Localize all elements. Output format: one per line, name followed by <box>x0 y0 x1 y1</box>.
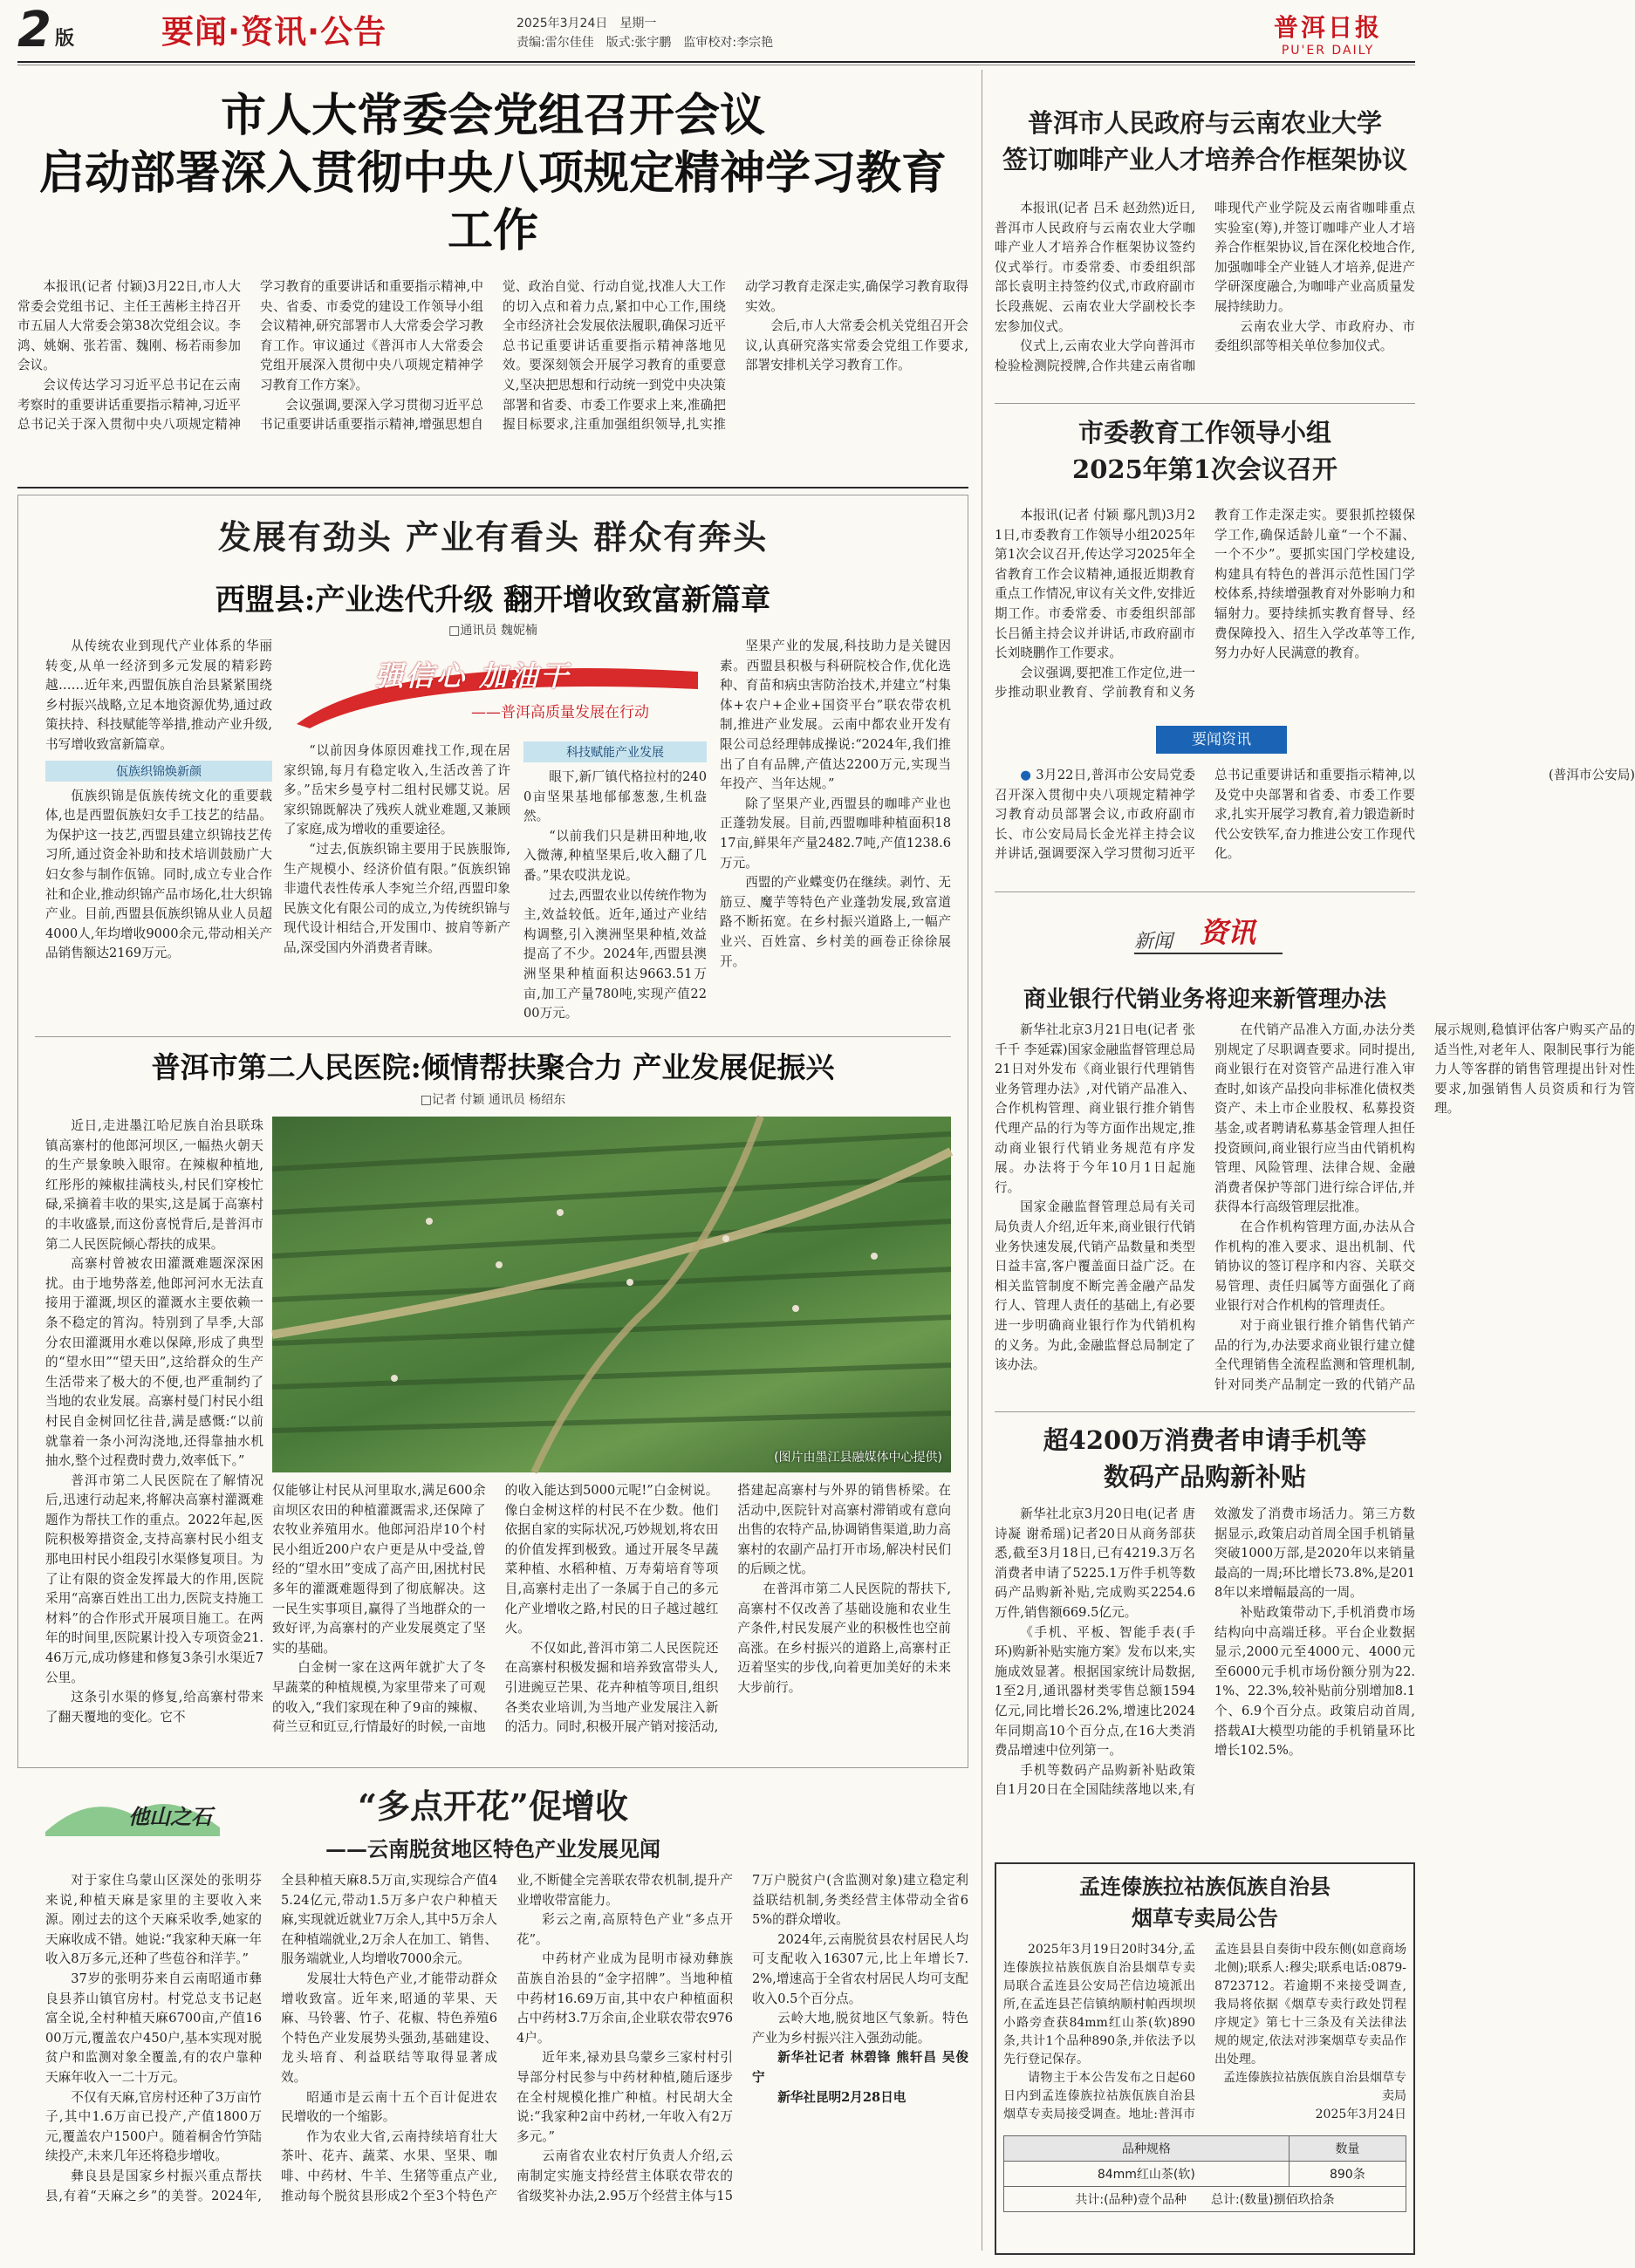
bank-paragraph: 对于商业银行推介销售代销产品的行为,办法要求商业银行建立健全代理销售全流程监测和管理机制,针对同类产品制定一致的代销产品展示规则,稳慎评估客户购买产品的适当性,对老年人、限制民事行为能力人等客群的销售管理提出针对性要求,加强销售人员资质和行为管理。 <box>1214 1022 1635 1392</box>
field-photo <box>272 1117 951 1472</box>
section-label: 要闻·资讯·公告 <box>161 13 387 51</box>
edu-title-line2: 2025年第1次会议召开 <box>1072 454 1337 484</box>
notice-headline <box>995 1871 1415 1934</box>
duodian-paragraph: 中药材产业成为昆明市禄劝彝族苗族自治县的“金字招牌”。当地种植中药材16.69万亩,其中农户种植面积占中药材3.7万余亩,企业联农带农9764户。 <box>516 1951 733 2046</box>
duodian-paragraph: 云岭大地,脱贫地区气象新。特色产业为乡村振兴注入强劲动能。 <box>752 2011 968 2046</box>
table-header-row <box>1004 2136 1406 2162</box>
hospital-side-text <box>45 1117 263 1725</box>
edu-paragraph: 会议强调,要把准工作定位,进一步推动职业教育、学前教育和义务教育工作走深走实。要狠抓控辍保学工作,确保适龄儿童“一个不漏、一个不少”。要抓实国门学校建设,构建具有特色的普洱示范性国门学校体系,持续增强教育对外影响力和辐射力。要持续抓实教育督导、经费保障投入、招生入学改革等工作,努力办好人民满意的教育。 <box>995 508 1415 700</box>
stamp-subtitle: ——普洱高质量发展在行动 <box>471 704 649 721</box>
lead-title-line1: 市人大常委会党组召开会议 <box>220 90 765 142</box>
date-line: 2025年3月24日 星期一 <box>516 17 657 31</box>
hospital-bottom-text <box>272 1481 951 1760</box>
ximeng-byline: □通讯员 魏妮楠 <box>448 624 537 638</box>
subsidy-paragraph: 《手机、平板、智能手表(手环)购新补贴实施方案》发布以来,实施成效显著。根据国家统计局数据,1至2月,通讯器材类零售总额1594亿元,同比增长26.2%,增速比2024年同期高10个百分点,在16大类消费品增速中位列第一。 <box>995 1624 1195 1759</box>
duodian-paragraph: 发展壮大特色产业,才能带动群众增收致富。近年来,昭通的苹果、天麻、马铃薯、竹子、花椒、特色养殖6个特色产业发展势头强劲,基础建设、龙头培育、利益联结等取得显著成效。 <box>281 1971 497 2085</box>
coffee-title-line2: 签订咖啡产业人才培养合作框架协议 <box>1002 145 1407 174</box>
subsidy-title-line1: 超4200万消费者申请手机等 <box>1043 1425 1367 1455</box>
photo-caption: (图片由墨江县融媒体中心提供) <box>774 1451 942 1465</box>
ximeng-intro <box>45 637 272 755</box>
hospital-paragraph: 仅能够让村民从河里取水,满足600余亩坝区农田的种植灌溉需求,还保障了农牧业养殖用水。他郎河沿岸10个村民小组近200户农户更是从中受益,曾经的“望水田”变成了高产田,困扰村民多年的灌溉难题得到了彻底解决。这一民生实事项目,赢得了当地群众的一致好评,为高寨村的产业发展奠定了坚实的基础。 <box>272 1483 486 1656</box>
table-total-cell: 共计:(品种)壹个品种 总计:(数量)捌佰玖拾条 <box>1004 2187 1406 2212</box>
bank-title: 商业银行代销业务将迎来新管理办法 <box>1023 987 1386 1013</box>
page-number <box>17 2 140 58</box>
masthead-rule <box>17 61 1415 63</box>
ximeng-col4 <box>720 637 951 1029</box>
ximeng-title: 西盟县:产业迭代升级 翻开增收致富新篇章 <box>215 583 771 618</box>
subsidy-paragraph: 新华社北京3月20日电(记者 唐诗凝 谢希瑶)记者20日从商务部获悉,截至3月18日,已有4219.3万名消费者申请了5225.1万件手机等数码产品购新补贴,完成购买2254.6万件,销售额669.5亿元。 <box>995 1506 1195 1620</box>
edu-headline <box>995 414 1415 488</box>
news-brief-underline <box>1134 953 1283 954</box>
bank-paragraph: 新华社北京3月21日电(记者 张千千 李延霖)国家金融监督管理总局21日对外发布《商业银行代理销售业务管理办法》,对代销产品准入、合作机构管理、商业银行推介销售代理产品的行为等方面作出规定,推动商业银行代销业务规范有序发展。办法将于今年10月1日起施行。 <box>995 1022 1195 1195</box>
ximeng-subhead-tech: 科技赋能产业发展 <box>523 741 707 762</box>
ximeng-col3 <box>523 741 707 1029</box>
ximeng-tech-text <box>523 768 707 1021</box>
yaowen-label: 要闻资讯 <box>1156 726 1287 754</box>
news-brief-left: 新闻 <box>1134 931 1173 953</box>
duodian-title: “多点开花”促增收 <box>358 1786 628 1826</box>
seized-goods-table <box>1003 2135 1406 2212</box>
field-rows-icon <box>272 1117 951 1472</box>
edu-paragraph: 本报讯(记者 付颖 鄢凡凯)3月21日,市委教育工作领导小组2025年第1次会议召开,传达学习2025年全省教育工作会议精神,通报近期教育重点工作情况,审议有关文件,安排近期工作。市委常委、市委组织部部长吕循主持会议并讲话,市政府副市长刘晓鹏作工作要求。 <box>995 508 1195 661</box>
yaowen-text: 3月22日,普洱市公安局党委召开深入贯彻中央八项规定精神学习教育动员部署会议,市政府副市长、市公安局局长金光祥主持会议并讲话,强调要深入学习贯彻习近平总书记重要讲话和重要指示精神,以及党中央部署和省委、市委工作要求,扎实开展学习教育,着力锻造新时代公安铁军,奋力推进公安工作现代化。 <box>995 768 1415 862</box>
coffee-paragraph: 本报讯(记者 吕禾 赵劲然)近日,普洱市人民政府与云南农业大学咖啡产业人才培养合作框架协议签约仪式举行。市委常委、市委组织部部长袁明主持签约仪式,市政府副市长段燕妮、云南农业大学副校长李宏参加仪式。 <box>995 201 1195 334</box>
ximeng-weaving-text <box>45 787 272 1005</box>
ximeng-paragraph: 佤族织锦是佤族传统文化的重要载体,也是西盟佤族妇女手工技艺的结晶。为保护这一技艺,西盟县建立织锦技艺传习所,通过资金补助和技术培训鼓励广大妇女参与制作佤锦。同时,成立专业合作社和企业,推动织锦产品市场化,壮大织锦产业。目前,西盟县佤族织锦从业人员超4000人,年均增收9000余元,带动相关产品销售额达2169万元。 <box>45 788 272 961</box>
bank-paragraph: 在合作机构管理方面,办法从合作机构的准入要求、退出机制、代销协议的签订程序和内容、关联交易管理、责任归属等方面强化了商业银行对合作机构的管理责任。 <box>1214 1219 1415 1314</box>
notice-date: 2025年3月24日 <box>1315 2107 1406 2121</box>
masthead-logo <box>1241 9 1415 59</box>
notice-paragraph: 2025年3月19日20时34分,孟连傣族拉祜族佤族自治县烟草专卖局联合孟连县公安局芒信边境派出所,在孟连县芒信镇纳顺村帕西坝坝小路旁查获84mm红山茶(软)890条,共计1个品种890条,并依法予以先行登记保存。 <box>1003 1943 1195 2066</box>
page-number-digit: 2 <box>17 2 51 58</box>
bank-body <box>995 1021 1635 1404</box>
duodian-paragraph: 对于家住乌蒙山区深处的张明芬来说,种植天麻是家里的主要收入来源。刚过去的这个天麻采收季,她家的天麻收成不错。她说:“我家种天麻一年收入8万多元,还种了些苞谷和洋芋。” <box>45 1873 262 1967</box>
hospital-paragraph: 这条引水渠的修复,给高寨村带来了翻天覆地的变化。它不 <box>45 1690 263 1725</box>
news-brief-right: 资讯 <box>1200 916 1256 949</box>
hospital-paragraph: 不仅如此,普洱市第二人民医院还在高寨村积极发掘和培养致富带头人,引进豌豆芒果、花卉种植等项目,组织各类农业培训,为当地产业发展注入新的活力。同时,积极开展产销对接活动,搭建起高寨村与外界的销售桥梁。在活动中,医院针对高寨村滞销或有意向出售的农特产品,协调销售渠道,助力高寨村的农副产品打开市场,解决村民们的后顾之忧。 <box>504 1483 951 1735</box>
ximeng-paragraph: 坚果产业的发展,科技助力是关键因素。西盟县积极与科研院校合作,优化选种、育苗和病虫害防治技术,并建立“村集体+农户+企业+国资平台”联农带农机制,推进产业发展。云南中都农业开发有限公司总经理韩成操说:“2024年,我们推出了自有品牌,产值达2200万元,实现当年投产、当年达规。” <box>720 639 951 792</box>
duodian-paragraph: 2024年,云南脱贫县农村居民人均可支配收入16307元,比上年增长7.2%,增速高于全省农村居民人均可支配收入0.5个百分点。 <box>752 1931 968 2006</box>
lead-paragraph: 本报讯(记者 付颖)3月22日,市人大常委会党组书记、主任王茜彬主持召开市五届人大常委会第38次党组会议。李鸿、姚娴、张若雷、魏刚、杨若雨参加会议。 <box>17 279 241 373</box>
ximeng-paragraph: 过去,西盟农业以传统作物为主,效益较低。近年,通过产业结构调整,引入澳洲坚果种植,效益提高了不少。2024年,西盟县澳洲坚果种植面积达9663.51万亩,加工产量780吨,实现产值2200万元。 <box>523 887 707 1021</box>
duodian-body <box>45 1871 968 2251</box>
duodian-paragraph: 作为农业大省,云南持续培育壮大茶叶、花卉、蔬菜、水果、坚果、咖啡、中药材、牛羊、生猪等重点产业,推动每个脱贫县形成2个至3个特色产业,不断健全完善联农带农机制,提升产业增收带富能力。 <box>281 1873 733 2203</box>
right-rule <box>995 403 1415 404</box>
hospital-title: 普洱市第二人民医院:倾情帮扶聚合力 产业发展促振兴 <box>151 1050 835 1084</box>
notice-body <box>1003 1941 1406 2128</box>
duodian-paragraph: 彩云之南,高原特色产业“多点开花”。 <box>516 1912 733 1947</box>
hospital-byline: □记者 付颖 通讯员 杨绍东 <box>420 1093 566 1107</box>
ximeng-paragraph: “过去,佤族织锦主要用于民族服饰,生产规模小、经济价值有限。”佤族织锦非遗代表性传承人李宛兰介绍,西盟印象民族文化有限公司的成立,为传统织锦与现代设计相结合,开发围巾、披肩等新产品,深受国内外消费者青睐。 <box>284 841 510 955</box>
ximeng-col2 <box>284 741 510 1029</box>
ximeng-paragraph: 从传统农业到现代产业体系的华丽转变,从单一经济到多元发展的精彩跨越……近年来,西盟佤族自治县紧紧围绕乡村振兴战略,立足本地资源优势,通过政策扶持、科技赋能等举措,推动产业升级,书写增收致富新篇章。 <box>45 639 272 752</box>
lead-headline <box>17 87 968 260</box>
lead-rule <box>17 487 968 488</box>
ximeng-subhead-weaving: 佤族织锦焕新颜 <box>45 761 272 782</box>
duodian-paragraph: 近年来,禄劝县乌蒙乡三家村村引导部分村民参与中药材种植,随后逐步在全村规模化推广种植。村民胡大全说:“我家种2亩中药材,一年收入有2万多元。” <box>516 2050 733 2144</box>
lead-article-body <box>17 277 968 480</box>
hospital-paragraph: 近日,走进墨江哈尼族自治县联珠镇高寨村的他郎河坝区,一幅热火朝天的生产景象映入眼帘。在辣椒种植地,红彤彤的辣椒挂满枝头,村民们穿梭忙碌,采摘着丰收的果实,这是属于高寨村的丰收盛景,而这份喜悦背后,是普洱市第二人民医院倾心帮扶的成果。 <box>45 1118 263 1252</box>
notice-signer: 孟连傣族拉祜族佤族自治县烟草专卖局 <box>1223 2071 1406 2103</box>
subsidy-paragraph: 手机等数码产品购新补贴政策自1月20日在全国陆续落地以来,有效激发了消费市场活力。第三方数据显示,政策启动首周全国手机销量突破1000万部,是2020年以来销量最高的一周;环比增长73.8%,是2018年以来增幅最高的一周。 <box>995 1506 1415 1798</box>
ximeng-col1 <box>45 637 272 1029</box>
table-header-cell: 数量 <box>1289 2136 1406 2162</box>
edu-body <box>995 506 1415 715</box>
hospital-paragraph: 在普洱市第二人民医院的帮扶下,高寨村不仅改善了基础设施和农业生产条件,村民发展产业的积极性也空前高涨。在乡村振兴的道路上,高寨村正迈着坚实的步伐,向着更加美好的未来大步前行。 <box>737 1581 951 1695</box>
table-cell: 84mm红山茶(软) <box>1004 2162 1290 2187</box>
campaign-stamp <box>288 646 707 733</box>
notice-title-line2: 烟草专卖局公告 <box>1132 1905 1278 1930</box>
page-number-unit: 版 <box>54 28 74 50</box>
subsidy-title-line2: 数码产品购新补贴 <box>1103 1462 1306 1492</box>
subsidy-body <box>995 1505 1415 1854</box>
coffee-headline <box>995 105 1415 178</box>
subsidy-headline <box>995 1422 1415 1495</box>
duodian-paragraph: 昭通市是云南十五个百计促进农民增收的一个缩影。 <box>281 2089 497 2125</box>
news-brief-logo <box>1134 907 1309 960</box>
ximeng-paragraph: “以前因身体原因难找工作,现在居家织锦,每月有稳定收入,生活改善了许多。”岳宋乡曼亨村二组村民娜艾说。居家织锦既解决了残疾人就业难题,又兼顾了家庭,成为增收的重要途径。 <box>284 743 510 837</box>
duodian-credit: 新华社记者 林碧锋 熊轩昌 吴俊宁 <box>752 2050 968 2085</box>
yaowen-source: (普洱市公安局) <box>1549 768 1635 782</box>
tashan-label: 他山之石 <box>128 1804 212 1829</box>
right-rule <box>995 1411 1415 1412</box>
yaowen-bullet-icon: ● <box>1020 768 1036 782</box>
lead-paragraph: 会议强调,要深入学习贯彻习近平总书记重要讲话重要指示精神,增强思想自觉、政治自觉、行动自觉,找准人大工作的切入点和着力点,紧扣中心工作,围绕全市经济社会发展依法履职,确保习近平总书记重要讲话重要指示精神落地见效。要深刻领会开展学习教育的重要意义,坚决把思想和行动统一到党中央决策部署和省委、市委工作要求上来,准确把握目标要求,注重加强组织领导,扎实推动学习教育走深走实,确保学习教育取得实效。 <box>260 279 968 433</box>
table-total-row <box>1004 2187 1406 2212</box>
yaowen-body <box>995 766 1635 884</box>
coffee-title-line1: 普洱市人民政府与云南农业大学 <box>1027 108 1382 138</box>
duodian-dateline: 新华社昆明2月28日电 <box>777 2089 906 2105</box>
feature-banner: 发展有劲头 产业有看头 群众有奔头 <box>217 518 769 557</box>
notice-title-line1: 孟连傣族拉祜族佤族自治县 <box>1079 1874 1331 1899</box>
table-header-cell: 品种规格 <box>1004 2136 1290 2162</box>
right-rule <box>995 891 1415 892</box>
duodian-paragraph: 云南省农业农村厅负责人介绍,云南制定实施支持经营主体联农带农的省级奖补办法,2.95万个经营主体与157万户脱贫户(含监测对象)建立稳定利益联结机制,务类经营主体带动全省65%的群众增收。 <box>516 1873 968 2203</box>
ximeng-paragraph: 除了坚果产业,西盟县的咖啡产业也正蓬勃发展。目前,西盟咖啡种植面积1817亩,鲜果年产量2482.7吨,产值1238.6万元。 <box>720 796 951 871</box>
coffee-body <box>995 199 1415 395</box>
table-row <box>1004 2162 1406 2187</box>
duodian-paragraph: 不仅有天麻,官房村还种了3万亩竹子,其中1.6万亩已投产,产值1800万元,覆盖农户1500户。随着桐舍竹笋陆续投产,未来几年还将稳步增收。 <box>45 2089 262 2164</box>
feature-divider <box>35 1036 951 1037</box>
duodian-paragraph: 彝良县是国家乡村振兴重点帮扶县,有着“天麻之乡”的美誉。2024年,全县种植天麻8.5万亩,实现综合产值45.24亿元,带动1.5万多户农户种植天麻,实现就近就业7万余人,其中5万余人在种植端就业,2万余人在加工、销售、服务端就业,人均增收7000余元。 <box>45 1873 497 2203</box>
bank-paragraph: 在代销产品准入方面,办法分类别规定了尽职调查要求。同时提出,商业银行在对资管产品进行准入审查时,如该产品投向非标准化债权类资产、未上市企业股权、私募投资基金,或者聘请私募基金管理人担任投资顾问,商业银行应当由代销机构管理、风险管理、法律合规、金融消费者保护等部门进行综合评估,并获得本行高级管理层批准。 <box>1214 1022 1415 1215</box>
table-cell: 890条 <box>1289 2162 1406 2187</box>
editors-line: 责编:雷尔佳佳 版式:张宇鹏 监审校对:李宗艳 <box>516 36 774 50</box>
hospital-paragraph: 高寨村曾被农田灌溉难题深深困扰。由于地势落差,他郎河河水无法直接用于灌溉,坝区的灌溉水主要依赖一条不稳定的筲沟。特别到了旱季,大部分农田灌溉用水难以保障,形成了典型的“望水田”“望天田”,这给群众的生产生活带来了极大的不便,也严重制约了当地的农业发展。高寨村曼门村民小组村民自金树回忆往昔,满是感慨:“以前就靠着一条小河沟浇地,还得靠抽水机抽水,整个过程费时费力,效率低下。” <box>45 1256 263 1469</box>
coffee-paragraph: 云南农业大学、市政府办、市委组织部等相关单位参加仪式。 <box>1214 318 1415 354</box>
lead-paragraph: 会议传达学习习近平总书记在云南考察时的重要讲话重要指示精神,习近平总书记关于深入贯彻中央八项规定精神学习教育的重要讲话和重要指示精神,中央、省委、市委党的建设工作领导小组会议精神,研究部署市人大常委会学习教育工作。审议通过《普洱市人大常委会党组开展深入贯彻中央八项规定精神学习教育工作方案》。 <box>17 279 483 433</box>
lead-title-line2: 启动部署深入贯彻中央八项规定精神学习教育工作 <box>38 147 947 257</box>
coffee-paragraph: 仪式上,云南农业大学向普洱市检验检测院授牌,合作共建云南省咖啡现代产业学院及云南省咖啡重点实验室(筹),并签订咖啡产业人才培养合作框架协议,旨在深化校地合作,加强咖啡全产业链人才培养,促进产学研深度融合,为咖啡产业高质量发展持续助力。 <box>995 201 1415 373</box>
ximeng-paragraph: 眼下,新厂镇代格拉村的2400亩坚果基地郁郁葱葱,生机盎然。 <box>523 769 707 824</box>
duodian-paragraph: 37岁的张明芬来自云南昭通市彝良县荞山镇官房村。村党总支书记赵富全说,全村种植天麻6700亩,产值1600万元,覆盖农户450户,基本实现对脱贫户和监测对象全覆盖,有的农户靠种天麻年收入一二十万元。 <box>45 1971 262 2085</box>
notice-paragraph: 请物主于本公告发布之日起60日内到孟连傣族拉祜族佤族自治县烟草专卖局接受调查。地址:普洱市孟连县县自奏街中段东侧(如意商场北侧);联系人:穆尖;联系电话:0879-8723712。若逾期不来接受调查,我局将依据《烟草专卖行政处罚程序规定》第七十三条及有关法律法规的规定,依法对涉案烟草专卖品作出处理。 <box>1003 1943 1406 2121</box>
lead-paragraph: 会后,市人大常委会机关党组召开会议,认真研究落实常委会党组工作要求,部署安排机关学习教育工作。 <box>745 318 968 373</box>
duodian-subtitle: ——云南脱贫地区特色产业发展见闻 <box>325 1836 660 1862</box>
bank-paragraph: 国家金融监督管理总局有关司局负责人介绍,近年来,商业银行代销业务快速发展,代销产品数量和类型日益丰富,客户覆盖面日益广泛。在相关监管制度不断完善金融产品发行人、管理人责任的基础上,有必要进一步明确商业银行作为代销机构的义务。为此,金融监督总局制定了该办法。 <box>995 1199 1195 1373</box>
edu-title-line1: 市委教育工作领导小组 <box>1077 418 1331 447</box>
yaowen-paragraph <box>995 766 1415 884</box>
hospital-paragraph: 白金树一家在这两年就扩大了冬早蔬菜的种植规模,为家里带来了可观的收入,“我们家现在种了9亩的辣椒、荷兰豆和豇豆,行情最好的时候,一亩地的收入能达到5000元呢!”白金树说。像白金树这样的村民不在少数。他们依据自家的实际状况,巧妙规划,将农田的价值发挥到极致。通过开展冬早蔬菜种植、水稻种植、万寿菊培育等项目,高寨村走出了一条属于自己的多元化产业增收之路,村民的日子越过越红火。 <box>272 1483 719 1735</box>
paper-pinyin: PU'ER DAILY <box>1281 44 1375 58</box>
hospital-paragraph: 普洱市第二人民医院在了解情况后,迅速行动起来,将解决高寨村灌溉难题作为帮扶工作的重点。2022年起,医院积极筹措资金,支持高寨村民小组支那电田村民小组段引水渠修复项目。为了让有限的资金发挥最大的作用,医院采用“高寨百姓出工出力,医院支持施工材料”的合作形式开展项目施工。在两年的时间里,医院累计投入专项资金21.46万元,成功修建和修复3条引水渠近7公里。 <box>45 1472 263 1685</box>
stamp-title: 强信心 加油干 <box>375 659 571 693</box>
subsidy-paragraph: 补贴政策带动下,手机消费市场结构向中高端迁移。平台企业数据显示,2000元至4000元、4000元至6000元手机市场份额分别为22.1%、22.3%,较补贴前分别增加8.1个、6.9个百分点。政策启动首周,搭载AI大模型功能的手机销量环比增长102.5%。 <box>1214 1604 1415 1759</box>
ximeng-paragraph: 西盟的产业蝶变仍在继续。剥竹、无筋豆、魔芋等特色产业蓬勃发展,致富道路不断拓宽。在乡村振兴道路上,一幅产业兴、百姓富、乡村美的画卷正徐徐展开。 <box>720 875 951 969</box>
ximeng-paragraph: “以前我们只是耕田种地,收入微薄,种植坚果后,收入翻了几番。”果农哎洪龙说。 <box>523 828 707 883</box>
paper-name: 普洱日报 <box>1273 13 1382 42</box>
